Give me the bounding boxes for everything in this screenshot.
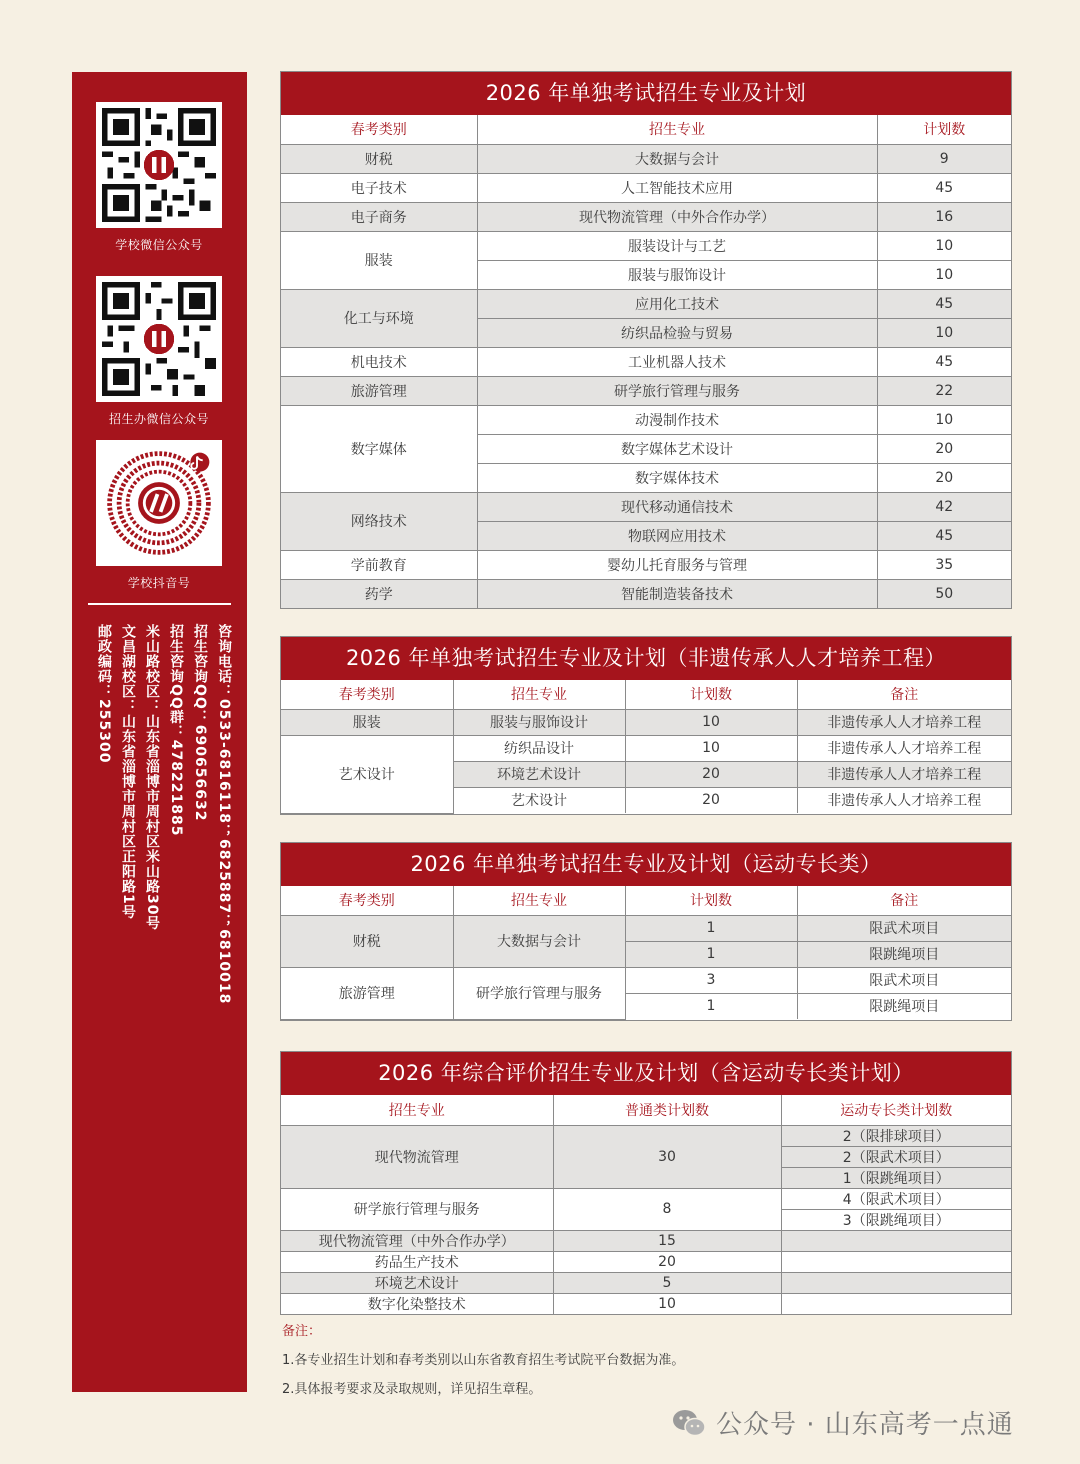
cell-major: 现代物流管理 <box>281 1125 553 1188</box>
cell-sports-plan <box>781 1272 1011 1293</box>
notes-line: 1.各专业招生计划和春考类别以山东省教育招生考试院平台数据为准。 <box>282 1353 685 1368</box>
cell-regular-plan: 5 <box>553 1272 781 1293</box>
table-row <box>281 915 1011 941</box>
cell-plan: 45 <box>877 289 1011 318</box>
cell-plan: 10 <box>877 260 1011 289</box>
school-wechat-qr-icon[interactable] <box>96 102 222 228</box>
cell-major: 智能制造装备技术 <box>477 579 877 608</box>
table-title: 2026 年综合评价招生专业及计划（含运动专长类计划） <box>281 1052 1011 1095</box>
cell-category: 学前教育 <box>281 550 477 579</box>
cell-major: 现代物流管理（中外合作办学） <box>477 202 877 231</box>
cell-category: 电子商务 <box>281 202 477 231</box>
contact-qq-group: 招生咨询QQ群：478221885 <box>168 624 184 837</box>
cell-major: 纺织品检验与贸易 <box>477 318 877 347</box>
cell-plan: 10 <box>625 709 797 735</box>
header-major: 招生专业 <box>281 1095 553 1125</box>
header-major: 招生专业 <box>453 680 625 709</box>
header-category: 春考类别 <box>281 886 453 915</box>
cell-plan: 1 <box>625 993 797 1019</box>
contact-qq: 招生咨询QQ：690656632 <box>192 624 208 822</box>
header-plan: 计划数 <box>625 886 797 915</box>
table-row <box>281 376 1011 405</box>
qr-caption-douyin: 学校抖音号 <box>127 576 191 590</box>
cell-plan: 45 <box>877 521 1011 550</box>
cell-regular-plan: 8 <box>553 1188 781 1230</box>
contact-phone: 咨询电话：0533-6816118；6825887；6810018 <box>216 624 232 1005</box>
notes-title: 备注： <box>282 1324 322 1339</box>
cell-category: 服装 <box>281 709 453 735</box>
cell-remark: 非遗传承人人才培养工程 <box>797 709 1011 735</box>
cell-plan: 20 <box>877 434 1011 463</box>
cell-sports-plan: 4（限武术项目） <box>781 1188 1011 1209</box>
douyin-qr-icon[interactable] <box>96 440 222 566</box>
cell-major: 数字媒体技术 <box>477 463 877 492</box>
table-row <box>281 202 1011 231</box>
cell-sports-plan: 2（限武术项目） <box>781 1146 1011 1167</box>
cell-plan: 45 <box>877 347 1011 376</box>
cell-plan: 20 <box>625 761 797 787</box>
cell-category: 数字媒体 <box>281 405 477 492</box>
cell-plan: 45 <box>877 173 1011 202</box>
cell-plan: 20 <box>877 463 1011 492</box>
cell-category: 旅游管理 <box>281 967 453 1019</box>
cell-regular-plan: 30 <box>553 1125 781 1188</box>
watermark <box>672 1404 1014 1441</box>
cell-category: 化工与环境 <box>281 289 477 347</box>
table-row <box>281 492 1011 521</box>
sidebar-divider <box>88 603 231 605</box>
cell-plan: 10 <box>877 231 1011 260</box>
cell-major: 工业机器人技术 <box>477 347 877 376</box>
admissions-wechat-qr-icon[interactable] <box>96 276 222 402</box>
table-row <box>281 709 1011 735</box>
table-row <box>281 735 1011 761</box>
qr-caption-school-wechat: 学校微信公众号 <box>115 238 203 252</box>
cell-sports-plan: 1（限跳绳项目） <box>781 1167 1011 1188</box>
cell-plan: 1 <box>625 941 797 967</box>
watermark-text: 公众号 · 山东高考一点通 <box>716 1410 1014 1440</box>
table-row <box>281 144 1011 173</box>
notes-line: 2.具体报考要求及录取规则，详见招生章程。 <box>282 1382 542 1397</box>
cell-plan: 35 <box>877 550 1011 579</box>
cell-plan: 3 <box>625 967 797 993</box>
cell-major: 服装与服饰设计 <box>477 260 877 289</box>
table-row <box>281 1125 1011 1146</box>
table-title: 2026 年单独考试招生专业及计划（非遗传承人人才培养工程） <box>281 637 1011 680</box>
cell-major: 数字媒体艺术设计 <box>477 434 877 463</box>
cell-major: 应用化工技术 <box>477 289 877 318</box>
cell-plan: 10 <box>877 318 1011 347</box>
table-row <box>281 1230 1011 1251</box>
notes-section <box>282 1320 684 1407</box>
cell-plan: 9 <box>877 144 1011 173</box>
header-regular-plan: 普通类计划数 <box>553 1095 781 1125</box>
cell-category: 艺术设计 <box>281 735 453 813</box>
table-sports-plan <box>280 842 1012 1021</box>
table-row <box>281 1272 1011 1293</box>
table-row <box>281 967 1011 993</box>
cell-major: 婴幼儿托育服务与管理 <box>477 550 877 579</box>
wechat-icon <box>672 1408 706 1438</box>
cell-plan: 20 <box>625 787 797 813</box>
cell-remark: 限跳绳项目 <box>797 941 1011 967</box>
cell-regular-plan: 15 <box>553 1230 781 1251</box>
cell-plan: 10 <box>625 735 797 761</box>
cell-major: 环境艺术设计 <box>281 1272 553 1293</box>
cell-major: 环境艺术设计 <box>453 761 625 787</box>
table-grid <box>281 115 1011 608</box>
cell-major: 服装设计与工艺 <box>477 231 877 260</box>
cell-category: 服装 <box>281 231 477 289</box>
contact-postcode: 邮政编码：255300 <box>96 624 112 764</box>
cell-major: 纺织品设计 <box>453 735 625 761</box>
table-title: 2026 年单独考试招生专业及计划 <box>281 72 1011 115</box>
cell-plan: 50 <box>877 579 1011 608</box>
cell-major: 人工智能技术应用 <box>477 173 877 202</box>
cell-major: 研学旅行管理与服务 <box>453 967 625 1019</box>
cell-category: 电子技术 <box>281 173 477 202</box>
header-remark: 备注 <box>797 886 1011 915</box>
contact-address-mishan: 米山路校区：山东省淄博市周村区米山路30号 <box>144 624 160 931</box>
cell-category: 药学 <box>281 579 477 608</box>
table-row <box>281 289 1011 318</box>
qr-caption-admissions-wechat: 招生办微信公众号 <box>108 412 209 426</box>
cell-plan: 10 <box>877 405 1011 434</box>
cell-sports-plan: 3（限跳绳项目） <box>781 1209 1011 1230</box>
cell-plan: 42 <box>877 492 1011 521</box>
header-plan: 计划数 <box>625 680 797 709</box>
cell-regular-plan: 20 <box>553 1251 781 1272</box>
cell-remark: 非遗传承人人才培养工程 <box>797 787 1011 813</box>
header-category: 春考类别 <box>281 115 477 144</box>
cell-major: 数字化染整技术 <box>281 1293 553 1314</box>
table-single-exam-plan <box>280 71 1012 609</box>
cell-plan: 22 <box>877 376 1011 405</box>
header-plan: 计划数 <box>877 115 1011 144</box>
table-comprehensive-plan <box>280 1051 1012 1315</box>
cell-remark: 非遗传承人人才培养工程 <box>797 735 1011 761</box>
contact-address-wenchanghu: 文昌湖校区：山东省淄博市周村区正阳路1号 <box>120 624 136 920</box>
cell-plan: 16 <box>877 202 1011 231</box>
contact-info <box>84 624 234 1005</box>
cell-category: 网络技术 <box>281 492 477 550</box>
cell-category: 机电技术 <box>281 347 477 376</box>
header-sports-plan: 运动专长类计划数 <box>781 1095 1011 1125</box>
table-grid <box>281 680 1011 814</box>
cell-major: 服装与服饰设计 <box>453 709 625 735</box>
cell-major: 现代物流管理（中外合作办学） <box>281 1230 553 1251</box>
cell-major: 艺术设计 <box>453 787 625 813</box>
cell-regular-plan: 10 <box>553 1293 781 1314</box>
table-title: 2026 年单独考试招生专业及计划（运动专长类） <box>281 843 1011 886</box>
table-row <box>281 1188 1011 1209</box>
table-row <box>281 231 1011 260</box>
cell-remark: 非遗传承人人才培养工程 <box>797 761 1011 787</box>
admissions-wechat-qr-block <box>96 276 222 427</box>
cell-category: 旅游管理 <box>281 376 477 405</box>
cell-sports-plan <box>781 1230 1011 1251</box>
table-row <box>281 1251 1011 1272</box>
cell-sports-plan: 2（限排球项目） <box>781 1125 1011 1146</box>
cell-remark: 限武术项目 <box>797 915 1011 941</box>
table-row <box>281 550 1011 579</box>
header-major: 招生专业 <box>477 115 877 144</box>
header-major: 招生专业 <box>453 886 625 915</box>
cell-sports-plan <box>781 1293 1011 1314</box>
cell-remark: 限跳绳项目 <box>797 993 1011 1019</box>
table-grid <box>281 1095 1011 1314</box>
cell-major: 现代移动通信技术 <box>477 492 877 521</box>
table-row <box>281 405 1011 434</box>
cell-major: 研学旅行管理与服务 <box>281 1188 553 1230</box>
cell-category: 财税 <box>281 915 453 967</box>
header-remark: 备注 <box>797 680 1011 709</box>
table-row <box>281 347 1011 376</box>
cell-major: 动漫制作技术 <box>477 405 877 434</box>
cell-remark: 限武术项目 <box>797 967 1011 993</box>
cell-category: 财税 <box>281 144 477 173</box>
cell-major: 物联网应用技术 <box>477 521 877 550</box>
table-row <box>281 579 1011 608</box>
cell-major: 研学旅行管理与服务 <box>477 376 877 405</box>
table-row <box>281 173 1011 202</box>
left-sidebar <box>72 72 247 1392</box>
cell-major: 药品生产技术 <box>281 1251 553 1272</box>
school-wechat-qr-block <box>96 102 222 253</box>
cell-major: 大数据与会计 <box>453 915 625 967</box>
table-row <box>281 1293 1011 1314</box>
table-grid <box>281 886 1011 1020</box>
cell-sports-plan <box>781 1251 1011 1272</box>
douyin-qr-block <box>96 440 222 591</box>
cell-plan: 1 <box>625 915 797 941</box>
table-heritage-plan <box>280 636 1012 815</box>
cell-major: 大数据与会计 <box>477 144 877 173</box>
header-category: 春考类别 <box>281 680 453 709</box>
